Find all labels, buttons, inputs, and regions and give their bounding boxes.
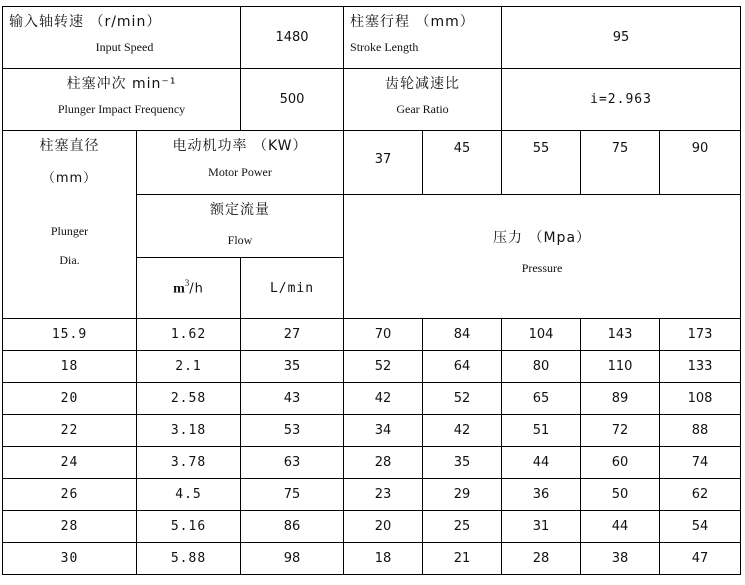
power-value: 55 bbox=[502, 131, 581, 195]
data-row-26 bbox=[3, 479, 741, 511]
data-row-15.9 bbox=[3, 319, 741, 351]
pressure-cell: 173 bbox=[660, 319, 741, 351]
flow-cn: 额定流量 bbox=[210, 202, 270, 218]
pressure-cell: 70 bbox=[344, 319, 423, 351]
plunger-dia-cell: 30 bbox=[3, 543, 137, 575]
pressure-cell: 54 bbox=[660, 511, 741, 543]
pressure-cell: 65 bbox=[502, 383, 581, 415]
input-speed-label-cell bbox=[3, 7, 241, 69]
flow-lmin-cell: 53 bbox=[241, 415, 344, 447]
pressure-cell: 84 bbox=[423, 319, 502, 351]
pressure-cell: 72 bbox=[581, 415, 660, 447]
input-speed-value: 1480 bbox=[241, 7, 344, 69]
pump-spec-table bbox=[2, 6, 741, 575]
pressure-cell: 21 bbox=[423, 543, 502, 575]
pressure-cell: 88 bbox=[660, 415, 741, 447]
flow-unit-lmin: L/min bbox=[241, 258, 344, 319]
pressure-cell: 44 bbox=[581, 511, 660, 543]
flow-m3h-cell: 5.16 bbox=[137, 511, 241, 543]
pressure-en: Pressure bbox=[521, 261, 563, 275]
stroke-label-cell bbox=[344, 7, 502, 69]
stroke-cn: 柱塞行程 （mm） bbox=[350, 14, 475, 30]
data-row-30 bbox=[3, 543, 741, 575]
gear-ratio-label-cell bbox=[344, 69, 502, 131]
pressure-cell: 52 bbox=[423, 383, 502, 415]
pressure-cell: 108 bbox=[660, 383, 741, 415]
flow-m3h-cell: 3.78 bbox=[137, 447, 241, 479]
plunger-dia-unit: （mm） bbox=[41, 171, 98, 186]
pressure-cell: 31 bbox=[502, 511, 581, 543]
motor-power-en: Motor Power bbox=[208, 165, 272, 179]
gear-ratio-value: i=2.963 bbox=[502, 69, 741, 131]
pressure-cell: 143 bbox=[581, 319, 660, 351]
pressure-cell: 28 bbox=[344, 447, 423, 479]
data-row-28 bbox=[3, 511, 741, 543]
pressure-cell: 64 bbox=[423, 351, 502, 383]
flow-unit-m3h bbox=[137, 258, 241, 319]
flow-m3h-cell: 3.18 bbox=[137, 415, 241, 447]
power-value: 75 bbox=[581, 131, 660, 195]
plunger-dia-cell: 22 bbox=[3, 415, 137, 447]
stroke-value: 95 bbox=[502, 7, 741, 69]
pressure-cell: 28 bbox=[502, 543, 581, 575]
flow-lmin-cell: 63 bbox=[241, 447, 344, 479]
plunger-freq-en: Plunger Impact Frequency bbox=[57, 102, 186, 116]
input-speed-en: Input Speed bbox=[95, 40, 154, 54]
pressure-cell: 18 bbox=[344, 543, 423, 575]
input-speed-cn: 输入轴转速 （r/min） bbox=[9, 14, 162, 30]
pressure-cell: 60 bbox=[581, 447, 660, 479]
pressure-cell: 20 bbox=[344, 511, 423, 543]
header-row-2 bbox=[3, 69, 741, 131]
flow-lmin-cell: 43 bbox=[241, 383, 344, 415]
flow-lmin-cell: 86 bbox=[241, 511, 344, 543]
power-value: 45 bbox=[423, 131, 502, 195]
stroke-en: Stroke Length bbox=[350, 40, 419, 54]
motor-power-label-cell bbox=[137, 131, 344, 195]
flow-unit-m3-base: m bbox=[173, 281, 185, 297]
plunger-dia-cell: 18 bbox=[3, 351, 137, 383]
pressure-cell: 34 bbox=[344, 415, 423, 447]
pressure-cell: 23 bbox=[344, 479, 423, 511]
pressure-cell: 52 bbox=[344, 351, 423, 383]
flow-lmin-cell: 27 bbox=[241, 319, 344, 351]
plunger-freq-cn: 柱塞冲次 min⁻¹ bbox=[66, 76, 177, 92]
flow-lmin-cell: 35 bbox=[241, 351, 344, 383]
flow-m3h-cell: 2.1 bbox=[137, 351, 241, 383]
data-row-22 bbox=[3, 415, 741, 447]
pressure-cell: 74 bbox=[660, 447, 741, 479]
pressure-cn: 压力 （Mpa） bbox=[493, 230, 592, 246]
pressure-cell: 133 bbox=[660, 351, 741, 383]
flow-unit-m3-sup: 3 bbox=[184, 278, 190, 289]
power-value: 90 bbox=[660, 131, 741, 195]
pressure-cell: 89 bbox=[581, 383, 660, 415]
plunger-dia-en-line1: Plunger bbox=[50, 224, 89, 238]
plunger-freq-value: 500 bbox=[241, 69, 344, 131]
flow-lmin-cell: 98 bbox=[241, 543, 344, 575]
plunger-dia-cell: 15.9 bbox=[3, 319, 137, 351]
header-row-1 bbox=[3, 7, 741, 69]
plunger-freq-label-cell bbox=[3, 69, 241, 131]
data-row-20 bbox=[3, 383, 741, 415]
data-row-24 bbox=[3, 447, 741, 479]
flow-unit-m3-tail: /h bbox=[189, 281, 204, 297]
pressure-cell: 36 bbox=[502, 479, 581, 511]
pressure-cell: 29 bbox=[423, 479, 502, 511]
plunger-dia-cn: 柱塞直径 bbox=[39, 138, 100, 154]
pressure-cell: 62 bbox=[660, 479, 741, 511]
power-value: 37 bbox=[344, 131, 423, 195]
plunger-dia-cell: 26 bbox=[3, 479, 137, 511]
flow-en: Flow bbox=[227, 233, 253, 247]
pressure-cell: 50 bbox=[581, 479, 660, 511]
pressure-cell: 25 bbox=[423, 511, 502, 543]
pressure-cell: 44 bbox=[502, 447, 581, 479]
pressure-cell: 104 bbox=[502, 319, 581, 351]
pressure-cell: 42 bbox=[344, 383, 423, 415]
gear-ratio-en: Gear Ratio bbox=[396, 102, 449, 116]
header-row-3 bbox=[3, 131, 741, 195]
data-row-18 bbox=[3, 351, 741, 383]
pressure-cell: 35 bbox=[423, 447, 502, 479]
flow-label-cell bbox=[137, 195, 344, 258]
plunger-dia-en-line2: Dia. bbox=[59, 253, 80, 267]
pressure-cell: 47 bbox=[660, 543, 741, 575]
pressure-label-cell bbox=[344, 195, 741, 319]
pressure-cell: 38 bbox=[581, 543, 660, 575]
flow-m3h-cell: 4.5 bbox=[137, 479, 241, 511]
plunger-dia-cell: 28 bbox=[3, 511, 137, 543]
pressure-cell: 80 bbox=[502, 351, 581, 383]
flow-lmin-cell: 75 bbox=[241, 479, 344, 511]
plunger-dia-cell: 20 bbox=[3, 383, 137, 415]
pressure-cell: 51 bbox=[502, 415, 581, 447]
pressure-cell: 42 bbox=[423, 415, 502, 447]
flow-m3h-cell: 5.88 bbox=[137, 543, 241, 575]
plunger-dia-label-cell bbox=[3, 131, 137, 319]
flow-m3h-cell: 2.58 bbox=[137, 383, 241, 415]
pressure-cell: 110 bbox=[581, 351, 660, 383]
plunger-dia-cell: 24 bbox=[3, 447, 137, 479]
gear-ratio-cn: 齿轮减速比 bbox=[385, 76, 461, 92]
flow-m3h-cell: 1.62 bbox=[137, 319, 241, 351]
motor-power-cn: 电动机功率 （KW） bbox=[172, 138, 308, 154]
